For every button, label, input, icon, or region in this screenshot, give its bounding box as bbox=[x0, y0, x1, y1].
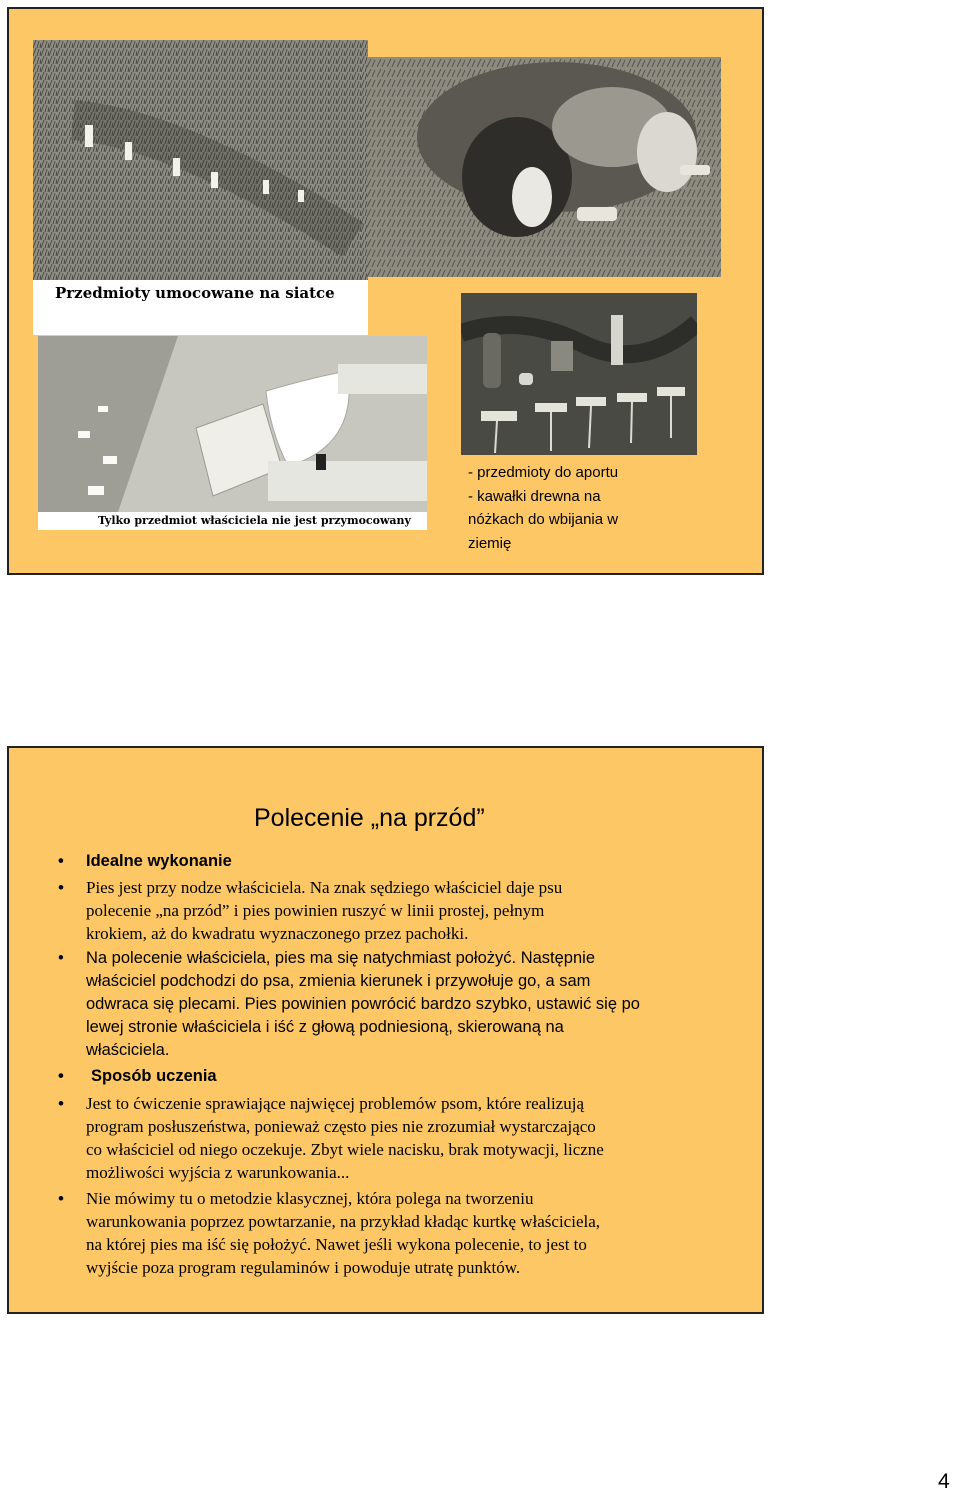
bullet-nie bbox=[58, 1187, 748, 1279]
field-image bbox=[38, 336, 427, 512]
bullet-dot: • bbox=[58, 1094, 64, 1113]
bullet-line: polecenie „na przód” i pies powinien ruszyć w linii prostej, pełnym bbox=[86, 901, 545, 920]
bullet-line: wyjście poza program regulaminów i powoduje utratę punktów. bbox=[86, 1258, 521, 1277]
dog-image bbox=[367, 57, 721, 277]
bullet-list bbox=[58, 850, 748, 1279]
bullet-line: Nie mówimy tu o metodzie klasycznej, która polega na tworzeniu bbox=[86, 1189, 534, 1208]
bullet-line: możliwości wyjścia z warunkowania... bbox=[86, 1163, 350, 1182]
bullet-dot: • bbox=[58, 949, 64, 967]
photo-objects-on-mesh bbox=[33, 40, 368, 335]
bullet-na-polecenie bbox=[58, 947, 748, 1062]
bullet-pies bbox=[58, 876, 748, 945]
caption-line: - kawałki drewna na bbox=[468, 487, 601, 505]
bullet-idealne bbox=[58, 850, 748, 873]
photo-retrieve-objects bbox=[461, 293, 697, 455]
page-number: 4 bbox=[938, 1470, 950, 1493]
objects-image bbox=[461, 293, 697, 455]
bullet-text: Sposób uczenia bbox=[91, 1067, 217, 1085]
bullet-line: lewej stronie właściciela i iść z głową podniesioną, skierowaną na bbox=[86, 1018, 564, 1036]
bullet-line: właściciela. bbox=[86, 1041, 170, 1059]
slide-title: Polecenie „na przód” bbox=[254, 804, 485, 832]
caption-line: nóżkach do wbijania w bbox=[468, 511, 619, 528]
grass-mesh-image bbox=[33, 40, 368, 280]
caption-line: ziemię bbox=[468, 534, 512, 552]
bullet-line: właściciel podchodzi do psa, zmienia kierunek i przywołuje go, a sam bbox=[86, 972, 591, 990]
bullet-sposob bbox=[58, 1065, 748, 1088]
bullet-line: na której pies ma iść się położyć. Nawet jeśli wykona polecenie, to jest to bbox=[86, 1235, 587, 1254]
bullet-dot: • bbox=[58, 1067, 64, 1085]
bullet-line: co właściciel od niego oczekuje. Zbyt wiele nacisku, brak motywacji, liczne bbox=[86, 1140, 604, 1159]
bullet-line: Jest to ćwiczenie sprawiające najwięcej problemów psom, które realizują bbox=[86, 1094, 584, 1113]
bullet-line: warunkowania poprzez powtarzanie, na przykład kładąc kurtkę właściciela, bbox=[86, 1212, 601, 1231]
caption-line: - przedmioty do aportu bbox=[468, 464, 619, 481]
bullet-text: Idealne wykonanie bbox=[86, 852, 232, 870]
bullet-dot: • bbox=[58, 1189, 64, 1208]
bullet-dot: • bbox=[58, 852, 64, 870]
bullet-line: Pies jest przy nodze właściciela. Na znak sędziego właściciel daje psu bbox=[86, 878, 563, 897]
bullet-jest bbox=[58, 1092, 748, 1184]
bullet-dot: • bbox=[58, 878, 64, 897]
photo-dog-sniffing bbox=[367, 57, 721, 277]
bullet-line: Na polecenie właściciela, pies ma się natychmiast położyć. Następnie bbox=[86, 949, 595, 967]
bullet-line: odwraca się plecami. Pies powinien powrócić bardzo szybko, ustawić się po bbox=[86, 995, 640, 1013]
bullet-line: program posłuszeństwa, ponieważ często pies nie zrozumiał wystarczająco bbox=[86, 1117, 596, 1136]
photo-caption-mesh: Przedmioty umocowane na siatce bbox=[55, 284, 335, 302]
bullet-line: krokiem, aż do kwadratu wyznaczonego przez pachołki. bbox=[86, 924, 469, 943]
objects-caption bbox=[468, 461, 708, 555]
photo-owner-article bbox=[38, 336, 427, 530]
photo-caption-owner-article: Tylko przedmiot właściciela nie jest przymocowany bbox=[98, 514, 411, 527]
